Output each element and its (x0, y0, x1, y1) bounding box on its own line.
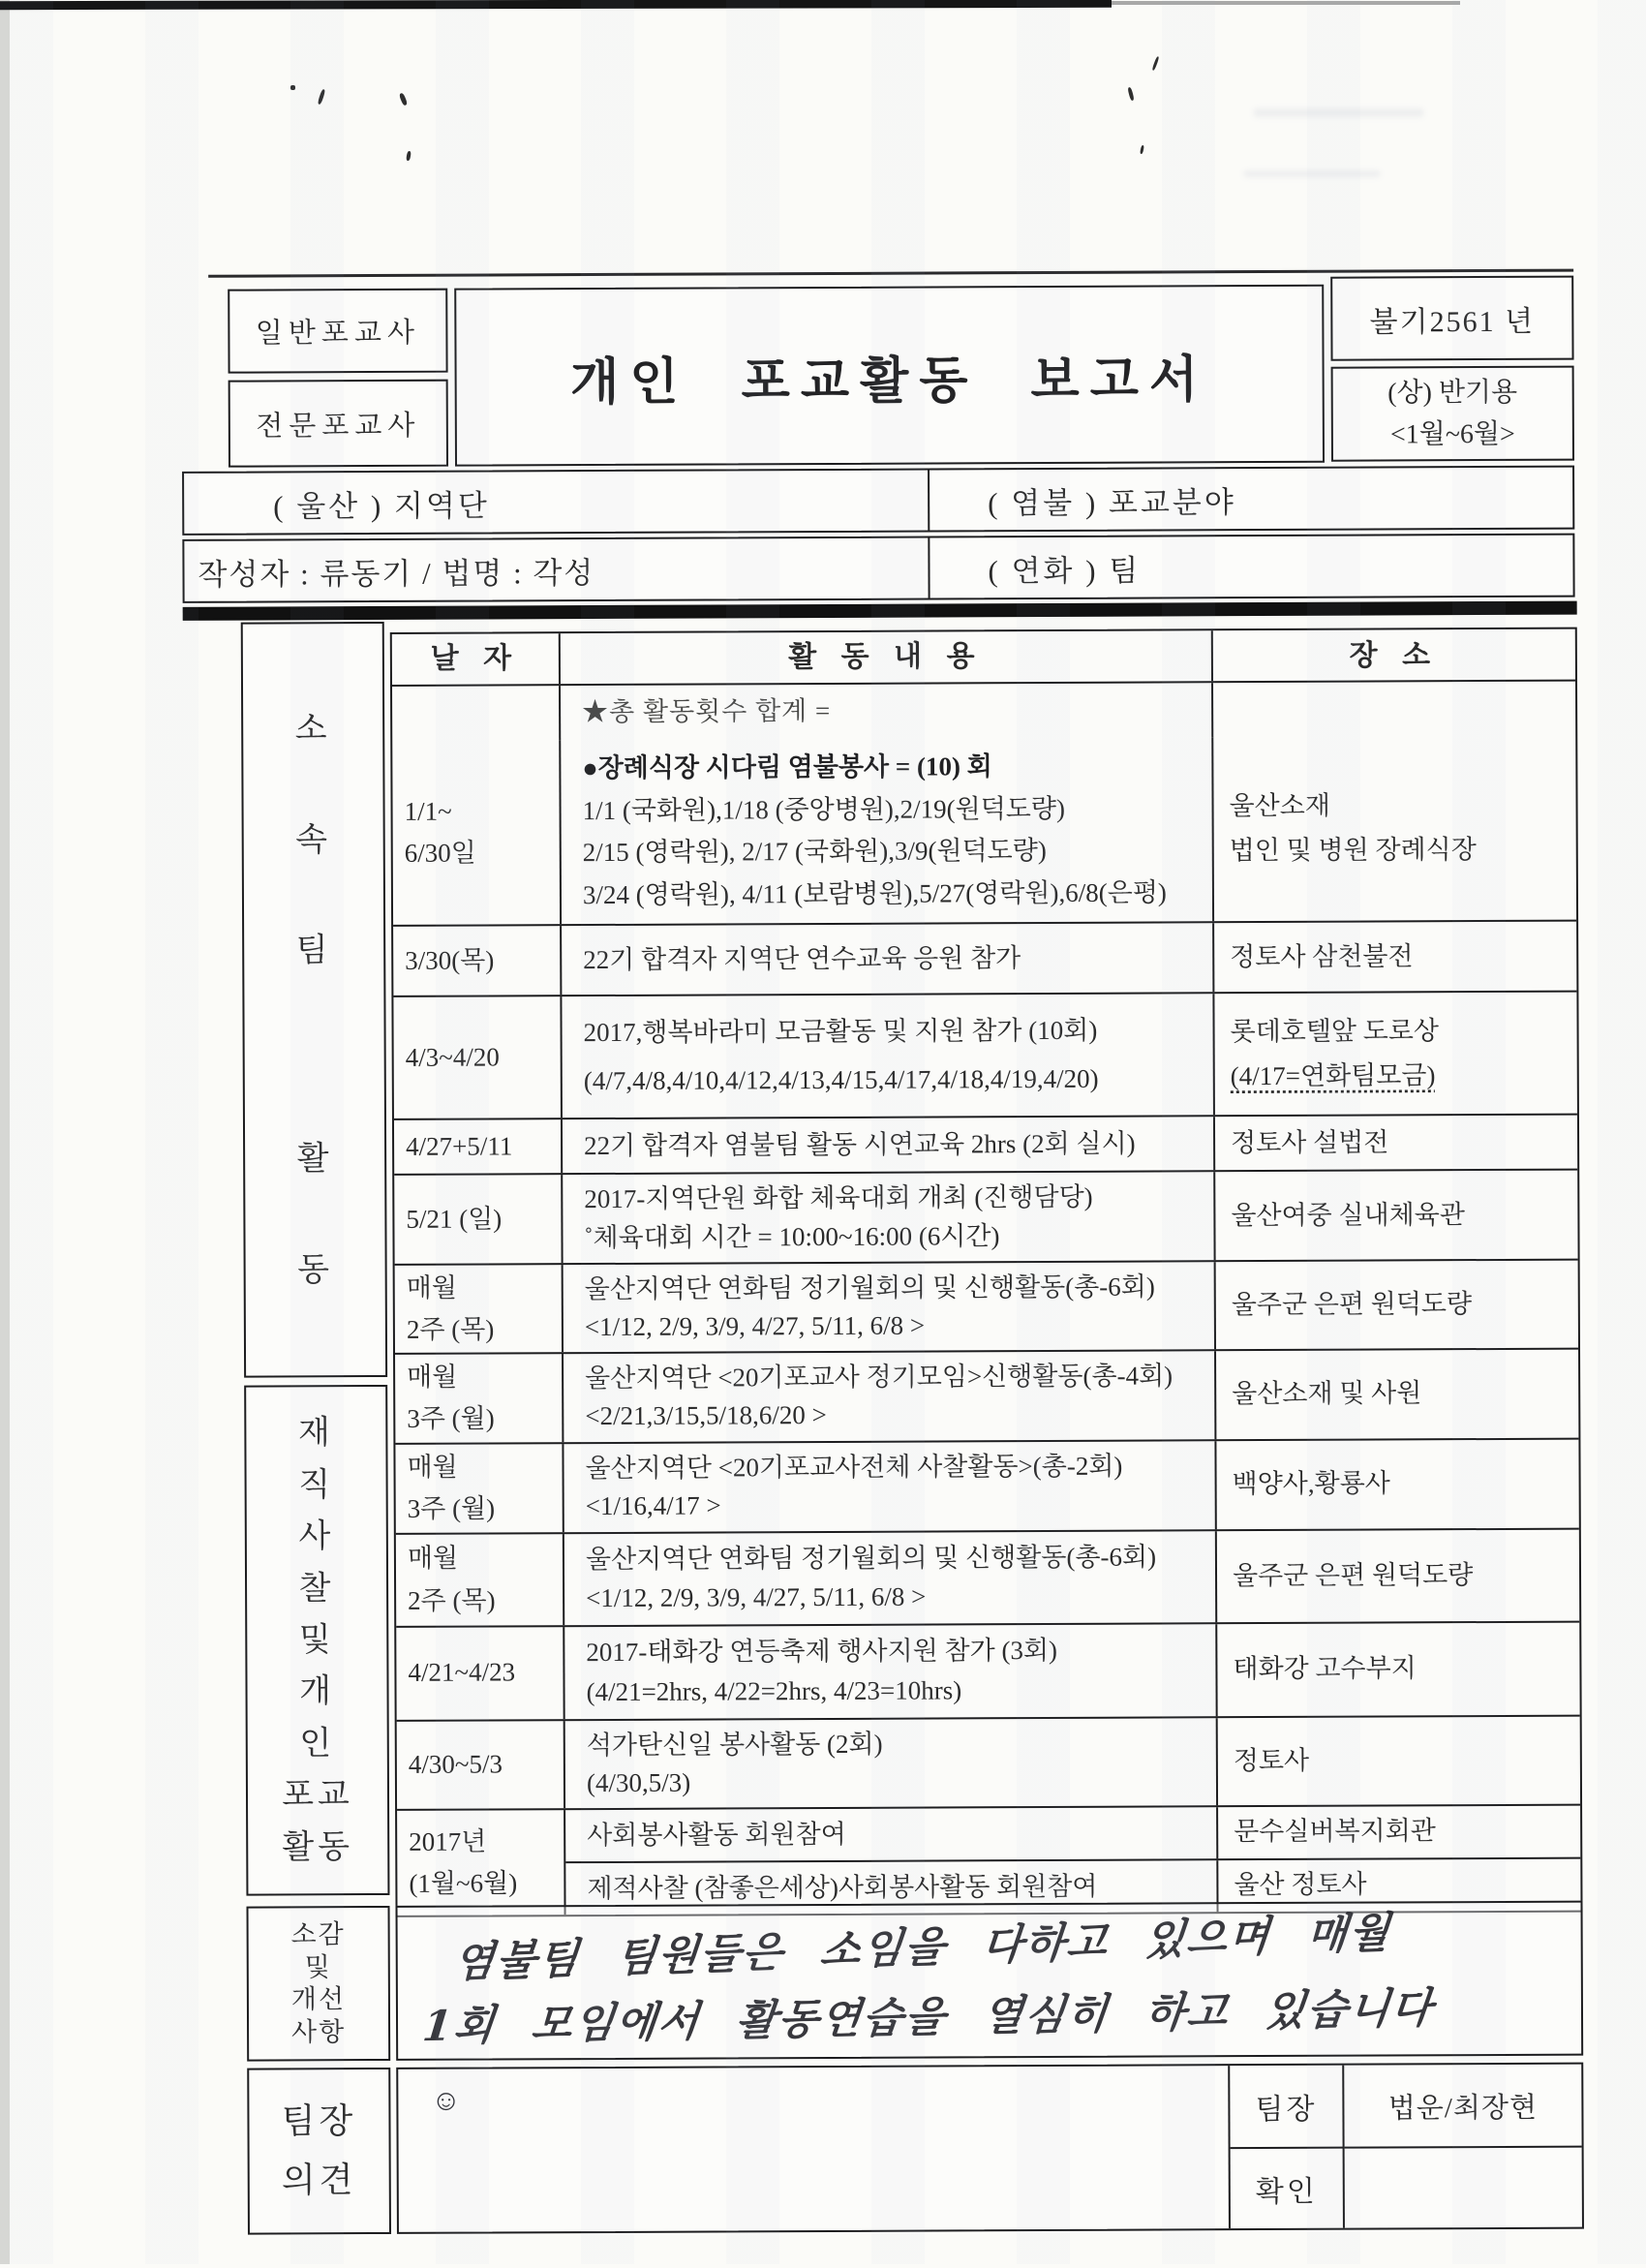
date-cell (397, 1810, 565, 1916)
table-row (393, 920, 1576, 996)
text-line: 울산 정토사 (1234, 1862, 1580, 1908)
text-line: 롯데호텔앞 도로상 (1230, 1008, 1576, 1054)
field-cell: ( 염불 ) 포교분야 (930, 475, 1572, 522)
label-line: 소 (295, 710, 331, 748)
text-line: 22기 합격자 염불팀 활동 시연교육 2hrs (2회 실시) (584, 1124, 1205, 1165)
text-line: 정토사 (1234, 1737, 1580, 1783)
text-line: 3주 (월) (407, 1398, 562, 1441)
content-cell (562, 923, 1214, 995)
content-cell (564, 1624, 1217, 1719)
label-line: 개 (299, 1673, 335, 1711)
label-line: 소감 (290, 1920, 345, 1950)
label-line: 활 (297, 1141, 333, 1179)
text-line: ●장례식장 시다림 염불봉사 = (10) 회 (582, 748, 1204, 788)
table-header-row (392, 629, 1575, 685)
summary-place-cell (1213, 682, 1575, 738)
header-date: 날 자 (392, 633, 561, 685)
text-line: 1/1 (국화원),1/18 (중앙병원),2/19(원덕도량) (582, 789, 1204, 830)
label-line: 개선 (291, 1984, 346, 2014)
text-line: 3/30(목) (405, 939, 560, 982)
date-cell (395, 1354, 564, 1442)
text-line: 3주 (월) (408, 1487, 563, 1530)
badge-expert-missionary (229, 380, 448, 468)
place-cell (1214, 993, 1577, 1116)
text-line: 2주 (목) (407, 1308, 562, 1351)
text-line: (1월~6월) (409, 1862, 564, 1905)
date-cell (396, 1627, 564, 1720)
text-line: 2017,행복바라미 모금활동 및 지원 참가 (10회) (583, 1011, 1204, 1052)
text-line: 정토사 설법전 (1231, 1119, 1577, 1165)
label-line: 사 (298, 1517, 334, 1555)
era-year: 불기2561 년 (1370, 296, 1536, 340)
label-line: 의견 (282, 2161, 357, 2201)
sub-row (565, 1805, 1580, 1861)
place-cell (1216, 1439, 1578, 1529)
text-line: (4/30,5/3) (587, 1762, 1208, 1802)
activity-rows (392, 736, 1580, 1916)
text-line: 태화강 고수부지 (1233, 1646, 1579, 1692)
smiley-mark: ☺ (431, 2085, 461, 2118)
content-cell (565, 1807, 1218, 1861)
text-line: <2/21,3/15,5/18,6/20 > (585, 1395, 1206, 1436)
text-line: 울주군 은편 원덕도량 (1232, 1282, 1578, 1328)
text-line: 매월 (407, 1267, 562, 1309)
place-cell (1214, 922, 1576, 993)
text-line: (4/17=연화팀모금) (1231, 1053, 1577, 1098)
table-row (394, 1169, 1577, 1264)
content-cell (564, 1352, 1216, 1442)
text-line: 2/15 (영락원), 2/17 (국화원),3/9(원덕도량) (583, 831, 1204, 872)
label-line: 팀 (296, 932, 332, 969)
text-line: 울산여중 실내체육관 (1231, 1192, 1577, 1238)
team-cell: ( 연화 ) 팀 (930, 543, 1572, 590)
section-divider-bar (183, 601, 1577, 621)
summary-total-label: ★총 활동횟수 합계 = (561, 683, 1213, 740)
writer-row (182, 534, 1574, 603)
label-line: 사항 (291, 2017, 346, 2047)
text-line: 1/1~ (404, 790, 559, 833)
text-line: 석가탄신일 봉사활동 (2회) (587, 1724, 1208, 1764)
text-line: 매월 (407, 1356, 562, 1398)
text-line: <1/16,4/17 > (586, 1485, 1207, 1525)
date-cell (395, 1265, 564, 1353)
text-line: 4/21~4/23 (408, 1652, 563, 1695)
content-cell (564, 1441, 1216, 1532)
section-label-leader-opinion (247, 2068, 391, 2235)
badge-expert-label: 전문포교사 (256, 403, 420, 444)
text-line: 울산소재 (1229, 783, 1575, 829)
label-line: 직 (298, 1466, 334, 1504)
table-row (397, 1714, 1580, 1809)
handwritten-remark-line: 염불팀 팀원들은 소임을 다하고 있으며 매월 (451, 1901, 1394, 1990)
date-cell (395, 1444, 564, 1533)
badge-general-missionary (228, 289, 447, 374)
date-cell (397, 1721, 565, 1809)
section-label-remarks (247, 1906, 391, 2062)
content-cell (565, 1718, 1218, 1808)
label-line: 포교 (282, 1776, 353, 1814)
text-line: 2주 (목) (408, 1579, 563, 1622)
text-line: 울산지역단 연화팀 정기월회의 및 신행활동(총-6회) (586, 1538, 1207, 1578)
place-cell (1216, 1350, 1578, 1439)
leader-label-cell: 팀장 (1230, 2066, 1344, 2148)
label-line: 및 (305, 1952, 332, 1982)
table-row (392, 736, 1576, 925)
text-line: 2017년 (409, 1821, 564, 1863)
text-line: 6/30일 (405, 832, 560, 874)
text-line: 사회봉사활동 회원참여 (587, 1814, 1208, 1854)
content-cell (564, 1531, 1217, 1625)
table-row (394, 1114, 1577, 1174)
half-label: (상) 반기용 (1387, 371, 1517, 414)
half-period-box (1331, 366, 1574, 462)
content-cell (562, 994, 1215, 1118)
section-label-team-activity (241, 622, 387, 1378)
place-cell (1217, 1529, 1579, 1622)
handwritten-remark-line: 1회 모임에서 활동연습을 열심히 하고 있습니다 (420, 1976, 1437, 2053)
header-place: 장 소 (1213, 629, 1575, 682)
date-cell (393, 926, 562, 996)
label-line: 팀장 (282, 2101, 357, 2142)
content-cell (563, 1117, 1215, 1173)
text-line: <1/12, 2/9, 3/9, 4/27, 5/11, 6/8 > (586, 1577, 1207, 1617)
date-cell (396, 1534, 564, 1626)
place-cell (1215, 1171, 1577, 1261)
content-cell (561, 737, 1214, 924)
date-cell (394, 1119, 563, 1174)
text-line: 4/27+5/11 (406, 1125, 561, 1168)
table-row (395, 1348, 1578, 1443)
table-row (396, 1527, 1579, 1625)
text-line: 제적사찰 (참좋은세상)사회봉사활동 회원참여 (587, 1867, 1208, 1908)
table-row (397, 1803, 1580, 1915)
header-content: 활 동 내 용 (561, 630, 1213, 684)
text-line: ˚체육대회 시간 = 10:00~16:00 (6시간) (584, 1216, 1205, 1257)
text-line: 4/3~4/20 (406, 1036, 561, 1079)
text-line: 2017-지역단원 화합 체육대회 개최 (진행담당) (584, 1179, 1205, 1219)
opinion-comment-cell (398, 2066, 1229, 2232)
summary-row (392, 680, 1575, 741)
activity-table (390, 628, 1583, 1917)
label-line: 활동 (282, 1828, 353, 1866)
place-cell (1213, 736, 1576, 922)
label-line: 인 (299, 1725, 335, 1762)
label-line: 찰 (299, 1570, 335, 1608)
text-line: (4/21=2hrs, 4/22=2hrs, 4/23=10hrs) (586, 1670, 1207, 1711)
text-line: 2017-태화강 연등축제 행사지원 참가 (3회) (586, 1631, 1207, 1671)
label-line: 속 (295, 821, 331, 859)
summary-date-cell (392, 686, 561, 741)
text-line: 울주군 은편 원덕도량 (1233, 1552, 1579, 1598)
content-cell (563, 1172, 1215, 1263)
label-line: 및 (299, 1621, 335, 1659)
text-line: 매월 (408, 1538, 563, 1580)
content-cell (564, 1262, 1216, 1352)
text-line: 울산소재 및 사원 (1232, 1371, 1578, 1417)
writer-cell: 작성자 : 류동기 / 법명 : 각성 (184, 538, 930, 601)
date-cell (392, 740, 562, 925)
label-line: 재 (298, 1415, 334, 1453)
remarks-cell (396, 1901, 1584, 2061)
place-cell (1218, 1716, 1580, 1805)
region-cell: ( 울산 ) 지역단 (184, 471, 930, 534)
signature-block (1228, 2065, 1582, 2229)
text-line: (4/7,4/8,4/10,4/12,4/13,4/15,4/17,4/18,4/19,4/20) (584, 1060, 1205, 1101)
text-line: 울산지역단 연화팀 정기월회의 및 신행활동(총-6회) (585, 1268, 1206, 1308)
title-box (454, 285, 1325, 467)
text-line: 22기 합격자 지역단 연수교육 응원 참가 (583, 938, 1204, 979)
text-line: 울산지역단 <20기포교사전체 사찰활동>(총-2회) (585, 1447, 1206, 1487)
label-line: 동 (297, 1251, 333, 1289)
table-row (395, 1259, 1578, 1354)
subrow-column (565, 1805, 1580, 1915)
text-line: 5/21 (일) (406, 1198, 561, 1241)
text-line: 4/30~5/3 (409, 1743, 564, 1786)
text-line: 매월 (407, 1446, 562, 1488)
page-title: 개인 포교활동 보고서 (570, 338, 1208, 414)
text-line: <1/12, 2/9, 3/9, 4/27, 5/11, 6/8 > (585, 1305, 1206, 1346)
date-cell (394, 1175, 563, 1264)
confirm-value-cell (1345, 2146, 1582, 2228)
section-label-personal-activity (244, 1385, 389, 1896)
table-row (396, 1620, 1579, 1719)
place-cell (1218, 1805, 1580, 1858)
confirm-label-cell: 확인 (1231, 2147, 1345, 2229)
table-row (393, 991, 1577, 1119)
text-line: 울산지역단 <20기포교사 정기모임>신행활동(총-4회) (585, 1358, 1206, 1398)
buddhist-era-box (1330, 276, 1573, 361)
place-cell (1216, 1261, 1578, 1350)
leader-name-cell: 법운/최장현 (1344, 2065, 1581, 2147)
text-line: 백양사,황룡사 (1233, 1461, 1579, 1507)
text-line: 법인 및 병원 장례식장 (1230, 828, 1576, 873)
date-cell (393, 996, 563, 1119)
region-row (182, 466, 1574, 536)
text-line: 3/24 (영락원), 4/11 (보람병원),5/27(영락원),6/8(은평) (583, 873, 1204, 914)
text-line: 문수실버복지회관 (1234, 1809, 1580, 1854)
place-cell (1217, 1622, 1579, 1716)
place-cell (1215, 1116, 1577, 1171)
table-row (395, 1437, 1578, 1532)
badge-general-label: 일반포교사 (256, 311, 420, 352)
leader-opinion-row (396, 2063, 1584, 2234)
text-line: 정토사 삼천불전 (1230, 934, 1576, 979)
half-range: <1월~6월> (1390, 414, 1515, 456)
